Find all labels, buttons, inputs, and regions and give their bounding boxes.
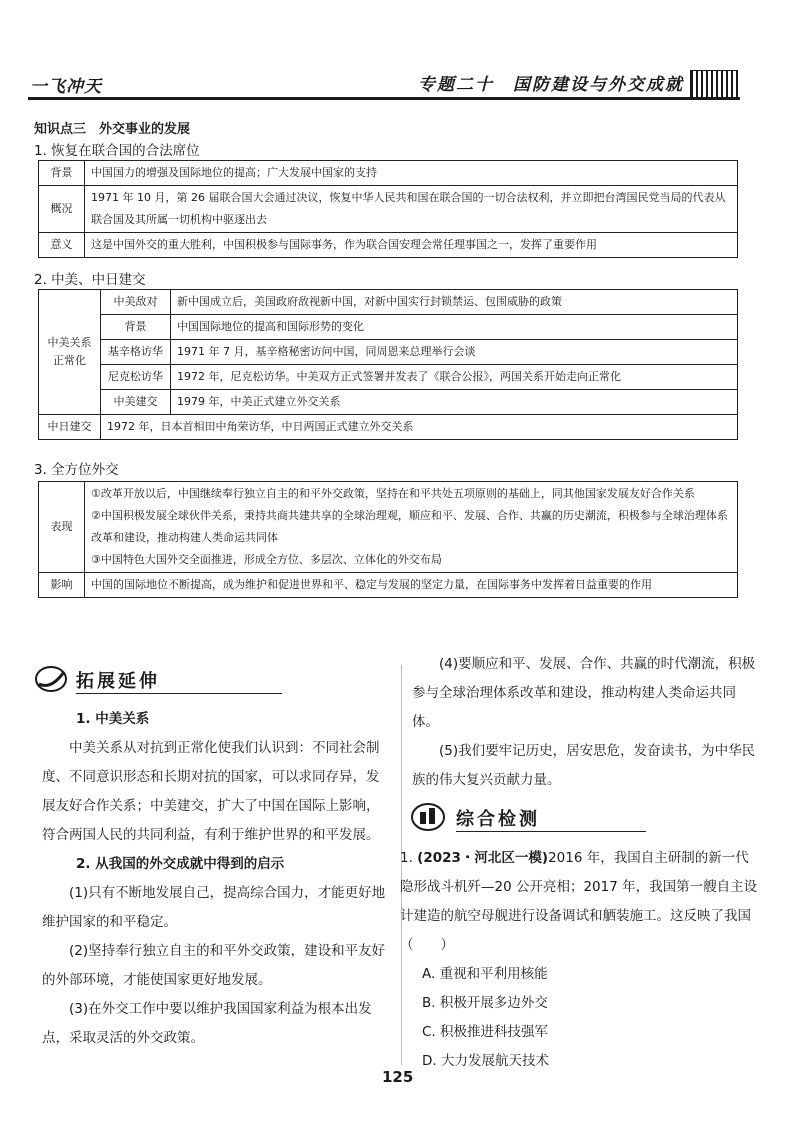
row-text: 1971 年 7 月，基辛格秘密访问中国，同周恩来总理举行会谈 (171, 340, 738, 365)
header-decoration (690, 70, 738, 98)
answer-option: B. 积极开展多边外交 (422, 995, 548, 1011)
row-text: 1972 年，尼克松访华。中美双方正式签署并发表了《联合公报》，两国关系开始走向正常化 (171, 365, 738, 390)
part1-heading: 1. 恢复在联合国的合法席位 (34, 143, 200, 159)
question-text: 2016 年，我国自主研制的新一代隐形战斗机歼—20 公开亮相；2017 年，我国第一艘自主设计建造的航空母舰进行设备调试和舾装施工。这反映了我国 （ ） (400, 850, 765, 953)
row-text: 中国的国际地位不断提高，成为维护和促进世界和平、稳定与发展的坚定力量，在国际事务中发挥着日益重要的作用 (85, 573, 738, 598)
table-row (39, 315, 738, 340)
table-row (39, 365, 738, 390)
table-row (39, 233, 738, 258)
paragraph: (1)只有不断地发展自己，提高综合国力，才能更好地维护国家的和平稳定。 (42, 885, 386, 930)
test-banner (410, 800, 650, 834)
paragraph: (2)坚持奉行独立自主的和平外交政策，建设和平友好的外部环境，才能使国家更好地发展。 (42, 943, 386, 988)
row-label: 意义 (39, 233, 85, 258)
banner-underline (76, 693, 282, 694)
row-label: 表现 (39, 482, 85, 573)
question-stem (400, 844, 765, 960)
row-text: 中国国力的增强及国际地位的提高；广大发展中国家的支持 (85, 161, 738, 186)
table-row (39, 340, 738, 365)
paragraph: (3)在外交工作中要以维护我国国家利益为根本出发点，采取灵活的外交政策。 (42, 1001, 372, 1046)
extension-left-column (42, 705, 390, 1053)
row-text: 1972 年，日本首相田中角荣访华，中日两国正式建立外交关系 (101, 415, 738, 440)
brand-logo-text: 一飞冲天 (30, 77, 102, 97)
row-label: 基辛格访华 (101, 340, 171, 365)
swoosh-icon (34, 664, 68, 694)
test-banner-title: 综合检测 (456, 809, 540, 830)
row-label: 背景 (39, 161, 85, 186)
paragraph: 中美关系从对抗到正常化使我们认识到：不同社会制度、不同意识形态和长期对抗的国家，可以求同存异，发展友好合作关系；中美建交，扩大了中国在国际上影响，符合两国人民的共同利益，有利于维护世界的和平发展。 (42, 740, 380, 843)
table-row (39, 415, 738, 440)
table-row (39, 390, 738, 415)
banner-underline (456, 831, 646, 832)
row-label: 中日建交 (39, 415, 101, 440)
table-row (39, 290, 738, 315)
us-japan-table (38, 289, 738, 440)
table-row (39, 482, 738, 573)
row-text: 新中国成立后，美国政府敌视新中国，对新中国实行封锁禁运、包围威胁的政策 (171, 290, 738, 315)
group-label: 中美关系正常化 (39, 290, 101, 415)
all-round-diplomacy-table (38, 481, 738, 598)
section-heading: 知识点三 外交事业的发展 (34, 122, 191, 137)
extension-banner-title: 拓展延伸 (76, 671, 160, 692)
answer-option: A. 重视和平利用核能 (422, 966, 548, 982)
row-label: 影响 (39, 573, 85, 598)
answer-option: D. 大力发展航天技术 (422, 1053, 549, 1069)
building-icon (410, 800, 446, 832)
row-label: 尼克松访华 (101, 365, 171, 390)
paragraph: (5)我们要牢记历史，居安思危，发奋读书，为中华民族的伟大复兴贡献力量。 (412, 743, 756, 788)
header-title: 专题二十 国防建设与外交成就 (418, 75, 684, 95)
subsection-title: 2. 从我国的外交成就中得到的启示 (76, 856, 285, 872)
row-text: 1979 年，中美正式建立外交关系 (171, 390, 738, 415)
question-number: 1. (400, 850, 418, 866)
list-item: ③中国特色大国外交全面推进，形成全方位、多层次、立体化的外交布局 (91, 553, 442, 566)
row-label: 背景 (101, 315, 171, 340)
part2-heading: 2. 中美、中日建交 (34, 272, 146, 288)
row-label: 概况 (39, 186, 85, 233)
row-label: 中美建交 (101, 390, 171, 415)
un-seat-table (38, 160, 738, 258)
question-source: (2023・河北区一模) (417, 850, 549, 866)
part3-heading: 3. 全方位外交 (34, 462, 119, 478)
answer-option: C. 积极推进科技强军 (422, 1024, 549, 1040)
paragraph: (4)要顺应和平、发展、合作、共赢的时代潮流，积极参与全球治理体系改革和建设，推动构建人类命运共同体。 (412, 656, 756, 730)
extension-right-column (412, 650, 762, 795)
row-text: 1971 年 10 月，第 26 届联合国大会通过决议，恢复中华人民共和国在联合国的一切合法权利，并立即把台湾国民党当局的代表从联合国及其所属一切机构中驱逐出去 (85, 186, 738, 233)
row-label: 中美敌对 (101, 290, 171, 315)
table-row (39, 573, 738, 598)
list-item: ②中国积极发展全球伙伴关系，秉持共商共建共享的全球治理观，顺应和平、发展、合作、共赢的历史潮流，积极参与全球治理体系改革和建设，推动构建人类命运共同体 (91, 509, 728, 544)
list-item: ①改革开放以后，中国继续奉行独立自主的和平外交政策，坚持在和平共处五项原则的基础上，同其他国家发展友好合作关系 (91, 487, 695, 500)
table-row (39, 186, 738, 233)
header-rule (28, 97, 740, 100)
row-text: 这是中国外交的重大胜利，中国积极参与国际事务，作为联合国安理会常任理事国之一，发挥了重要作用 (85, 233, 738, 258)
table-row (39, 161, 738, 186)
row-text: 中国国际地位的提高和国际形势的变化 (171, 315, 738, 340)
page-number: 125 (382, 1068, 414, 1086)
subsection-title: 1. 中美关系 (76, 711, 150, 727)
extension-banner (34, 662, 284, 696)
test-question-1 (400, 844, 765, 1076)
row-text (85, 482, 738, 573)
